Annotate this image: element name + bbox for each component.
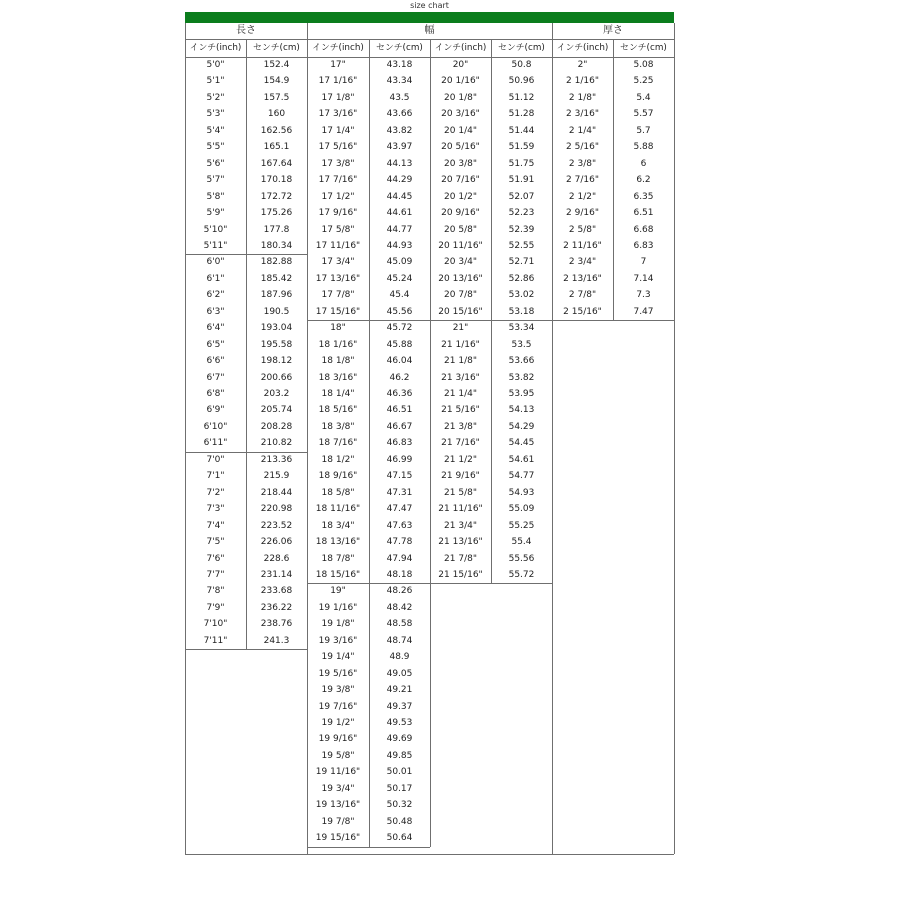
width_b-inch-cell: 20 3/16" xyxy=(441,109,480,120)
thickness-cm-cell: 7 xyxy=(640,257,647,268)
width_b-inch-cell: 20 15/16" xyxy=(438,306,483,317)
width_b-inch-cell: 21 1/4" xyxy=(444,389,477,399)
width_b-inch-cell: 21 3/4" xyxy=(444,520,477,531)
width_a-inch-cell: 17 1/2" xyxy=(321,191,355,202)
width_a-inch-cell: 18 3/8" xyxy=(321,421,355,432)
thickness-cm-cell: 5.57 xyxy=(633,109,654,120)
width_a-inch-cell: 18 15/16" xyxy=(315,569,361,580)
length-inch-cell: 5'0" xyxy=(206,60,225,70)
thickness-cm-cell: 5.7 xyxy=(636,125,651,136)
length-cm-cell: 175.26 xyxy=(260,208,293,219)
length-cm-cell: 160 xyxy=(267,109,286,120)
length-inch-cell: 5'8" xyxy=(206,191,225,202)
thickness-inch-cell: 2 3/4" xyxy=(568,257,597,268)
width_a-inch-cell: 19 1/16" xyxy=(318,602,358,613)
width_b-cm-cell: 53.18 xyxy=(508,306,535,317)
width_a-cm-cell: 43.34 xyxy=(386,76,413,87)
width_a-cm-cell: 50.48 xyxy=(386,816,413,827)
header-bar xyxy=(185,12,674,23)
length-cm-cell: 220.98 xyxy=(260,504,293,515)
width_a-inch-cell: 19 1/8" xyxy=(321,619,355,630)
thickness-inch-cell: 2 7/16" xyxy=(566,175,599,186)
width_b-cm-cell: 53.02 xyxy=(508,290,535,301)
width_a-cm-cell: 45.09 xyxy=(386,257,413,268)
width_a-cm-cell: 45.88 xyxy=(386,339,413,350)
thickness-inch-cell: 2 1/16" xyxy=(566,76,599,87)
width_b-cm-cell: 55.4 xyxy=(511,537,532,548)
width_b-cm-cell: 53.66 xyxy=(508,356,535,367)
width_b-cm-cell: 54.77 xyxy=(508,471,535,482)
grid-line xyxy=(491,39,492,583)
length-cm-cell: 167.64 xyxy=(260,158,293,169)
width_a-cm-cell: 43.18 xyxy=(386,60,413,70)
width_b-inch-cell: 20 5/16" xyxy=(441,142,480,153)
grid-line xyxy=(246,39,247,649)
width_a-cm-cell: 46.04 xyxy=(386,356,413,367)
length-cm-cell: 177.8 xyxy=(263,224,290,235)
width_b-inch-cell: 20 1/8" xyxy=(444,92,477,103)
width_b-cm-cell: 52.23 xyxy=(508,208,535,219)
length-cm-cell: 213.36 xyxy=(260,454,293,465)
length-cm-cell: 241.3 xyxy=(263,635,290,646)
subheader-inch: インチ(inch) xyxy=(312,43,364,53)
length-inch-cell: 7'11" xyxy=(203,635,228,646)
width_a-cm-cell: 44.77 xyxy=(386,224,413,235)
length-inch-cell: 7'5" xyxy=(206,537,225,548)
width_a-cm-cell: 50.17 xyxy=(386,783,413,794)
length-cm-cell: 185.42 xyxy=(260,273,293,284)
length-cm-cell: 182.88 xyxy=(260,257,293,268)
length-inch-cell: 5'7" xyxy=(206,175,225,186)
grid-line xyxy=(369,39,370,847)
grid-line xyxy=(613,39,614,320)
width_a-cm-cell: 45.56 xyxy=(386,306,413,317)
width_a-cm-cell: 50.01 xyxy=(386,767,413,778)
width_b-cm-cell: 54.13 xyxy=(508,405,535,416)
header-width: 幅 xyxy=(424,25,435,36)
length-inch-cell: 6'5" xyxy=(206,339,225,350)
width_a-cm-cell: 47.15 xyxy=(386,471,413,482)
width_a-inch-cell: 18 5/8" xyxy=(321,487,355,498)
width_b-inch-cell: 21 9/16" xyxy=(441,471,480,482)
width_a-cm-cell: 47.78 xyxy=(386,537,413,548)
width_a-inch-cell: 19 7/16" xyxy=(318,701,358,712)
width_b-inch-cell: 21" xyxy=(452,323,469,334)
subheader-cm: センチ(cm) xyxy=(376,43,423,53)
thickness-inch-cell: 2 5/16" xyxy=(566,142,599,153)
width_a-cm-cell: 46.83 xyxy=(386,438,413,449)
thickness-inch-cell: 2 1/4" xyxy=(568,125,597,136)
width_a-cm-cell: 46.99 xyxy=(386,454,413,465)
width_a-inch-cell: 17 7/16" xyxy=(318,175,358,186)
width_b-inch-cell: 21 1/16" xyxy=(441,339,480,350)
width_a-cm-cell: 48.18 xyxy=(386,569,413,580)
subheader-inch: インチ(inch) xyxy=(189,43,242,53)
width_a-inch-cell: 18 1/16" xyxy=(318,339,358,350)
length-cm-cell: 218.44 xyxy=(260,487,293,498)
width_a-cm-cell: 50.32 xyxy=(386,800,413,811)
width_b-cm-cell: 52.39 xyxy=(508,224,535,235)
width_b-cm-cell: 52.86 xyxy=(508,273,535,284)
length-cm-cell: 233.68 xyxy=(260,586,293,597)
width_b-cm-cell: 53.82 xyxy=(508,372,535,383)
length-inch-cell: 6'1" xyxy=(206,273,225,284)
length-cm-cell: 208.28 xyxy=(260,421,293,432)
width_a-cm-cell: 49.69 xyxy=(386,734,413,745)
width_b-inch-cell: 21 1/2" xyxy=(444,454,477,465)
length-inch-cell: 6'0" xyxy=(206,257,225,268)
width_b-cm-cell: 51.28 xyxy=(508,109,535,120)
width_b-inch-cell: 21 13/16" xyxy=(438,537,483,548)
width_b-inch-cell: 21 11/16" xyxy=(438,504,483,515)
length-inch-cell: 5'2" xyxy=(206,92,225,103)
length-inch-cell: 7'0" xyxy=(206,454,225,465)
width_b-inch-cell: 21 15/16" xyxy=(438,569,483,580)
grid-line xyxy=(674,23,675,854)
length-inch-cell: 7'7" xyxy=(206,569,225,580)
width_b-inch-cell: 20 1/4" xyxy=(444,125,477,136)
thickness-inch-cell: 2 11/16" xyxy=(563,240,602,251)
thickness-inch-cell: 2" xyxy=(577,60,588,70)
header-thickness: 厚さ xyxy=(603,25,623,36)
width_a-cm-cell: 48.26 xyxy=(386,586,413,597)
length-cm-cell: 200.66 xyxy=(260,372,293,383)
subheader-inch: インチ(inch) xyxy=(556,43,609,53)
width_a-inch-cell: 17 5/16" xyxy=(318,142,358,153)
thickness-cm-cell: 6.83 xyxy=(633,240,654,251)
width_a-inch-cell: 18 11/16" xyxy=(315,504,361,515)
length-cm-cell: 180.34 xyxy=(260,240,293,251)
length-inch-cell: 6'2" xyxy=(206,290,225,301)
subheader-cm: センチ(cm) xyxy=(253,43,300,53)
length-cm-cell: 157.5 xyxy=(263,92,290,103)
width_a-cm-cell: 49.37 xyxy=(386,701,413,712)
width_a-inch-cell: 18 3/16" xyxy=(318,372,358,383)
length-inch-cell: 7'1" xyxy=(206,471,225,482)
width_a-inch-cell: 19 9/16" xyxy=(318,734,358,745)
width_b-inch-cell: 21 7/16" xyxy=(441,438,480,449)
width_a-inch-cell: 19 1/2" xyxy=(321,718,355,728)
width_a-cm-cell: 43.97 xyxy=(386,142,413,153)
width_a-inch-cell: 17 5/8" xyxy=(321,224,355,235)
width_a-inch-cell: 17 11/16" xyxy=(315,240,361,251)
length-inch-cell: 6'6" xyxy=(206,356,225,367)
width_a-cm-cell: 46.36 xyxy=(386,389,413,399)
width_b-cm-cell: 51.75 xyxy=(508,158,535,169)
length-inch-cell: 6'3" xyxy=(206,306,225,317)
width_a-cm-cell: 49.05 xyxy=(386,668,413,679)
thickness-cm-cell: 7.14 xyxy=(633,273,654,284)
length-inch-cell: 5'11" xyxy=(203,240,228,251)
width_b-cm-cell: 53.34 xyxy=(508,323,535,334)
length-inch-cell: 7'6" xyxy=(206,553,225,564)
thickness-inch-cell: 2 15/16" xyxy=(563,306,602,317)
thickness-cm-cell: 7.47 xyxy=(633,306,654,317)
width_a-cm-cell: 44.29 xyxy=(386,175,413,186)
width_b-cm-cell: 51.91 xyxy=(508,175,535,186)
width_a-cm-cell: 48.42 xyxy=(386,602,413,613)
thickness-cm-cell: 5.88 xyxy=(633,142,654,153)
grid-line xyxy=(185,854,674,855)
width_b-inch-cell: 21 5/16" xyxy=(441,405,480,416)
width_a-cm-cell: 49.85 xyxy=(386,750,413,761)
width_a-cm-cell: 48.9 xyxy=(389,652,410,663)
width_a-cm-cell: 44.93 xyxy=(386,240,413,251)
width_a-inch-cell: 18 9/16" xyxy=(318,471,358,482)
width_b-cm-cell: 52.07 xyxy=(508,191,535,202)
width_b-cm-cell: 53.95 xyxy=(508,389,535,399)
width_b-inch-cell: 20 3/4" xyxy=(444,257,477,268)
width_b-inch-cell: 20" xyxy=(452,60,469,70)
width_b-cm-cell: 51.44 xyxy=(508,125,535,136)
width_a-inch-cell: 19 3/16" xyxy=(318,635,358,646)
length-inch-cell: 5'4" xyxy=(206,125,225,136)
width_a-inch-cell: 17 3/16" xyxy=(318,109,358,120)
width_a-inch-cell: 18 1/2" xyxy=(321,454,355,465)
width_a-cm-cell: 46.51 xyxy=(386,405,413,416)
length-inch-cell: 6'11" xyxy=(203,438,228,449)
thickness-inch-cell: 2 3/16" xyxy=(566,109,599,120)
width_b-cm-cell: 50.96 xyxy=(508,76,535,87)
width_a-cm-cell: 43.66 xyxy=(386,109,413,120)
width_b-cm-cell: 55.09 xyxy=(508,504,535,515)
width_a-cm-cell: 44.45 xyxy=(386,191,413,202)
width_a-cm-cell: 44.13 xyxy=(386,158,413,169)
length-cm-cell: 170.18 xyxy=(260,175,293,186)
width_a-cm-cell: 47.94 xyxy=(386,553,413,564)
width_a-cm-cell: 49.21 xyxy=(386,685,413,696)
width_a-inch-cell: 17 1/4" xyxy=(321,125,355,136)
length-cm-cell: 193.04 xyxy=(260,323,293,334)
width_a-cm-cell: 47.47 xyxy=(386,504,413,515)
width_a-inch-cell: 17 9/16" xyxy=(318,208,358,219)
width_b-cm-cell: 54.61 xyxy=(508,454,535,465)
length-inch-cell: 6'10" xyxy=(203,421,228,432)
width_b-inch-cell: 20 5/8" xyxy=(444,224,477,235)
thickness-cm-cell: 7.3 xyxy=(636,290,651,301)
thickness-cm-cell: 6 xyxy=(640,158,647,169)
thickness-inch-cell: 2 9/16" xyxy=(566,208,599,219)
thickness-cm-cell: 5.25 xyxy=(633,76,654,87)
width_a-cm-cell: 45.24 xyxy=(386,273,413,284)
length-cm-cell: 226.06 xyxy=(260,537,293,548)
width_a-inch-cell: 18 7/8" xyxy=(321,553,355,564)
width_a-cm-cell: 50.64 xyxy=(386,833,413,844)
grid-line xyxy=(430,583,552,584)
length-cm-cell: 154.9 xyxy=(263,76,290,87)
width_a-inch-cell: 18 3/4" xyxy=(321,520,355,531)
width_a-inch-cell: 17 3/4" xyxy=(321,257,355,268)
thickness-inch-cell: 2 5/8" xyxy=(568,224,597,235)
width_a-inch-cell: 18 5/16" xyxy=(318,405,358,416)
width_b-cm-cell: 54.93 xyxy=(508,487,535,498)
grid-line xyxy=(185,649,307,650)
width_a-cm-cell: 43.82 xyxy=(386,125,413,136)
width_a-inch-cell: 17 13/16" xyxy=(315,273,361,284)
width_a-cm-cell: 46.2 xyxy=(389,372,410,383)
width_a-inch-cell: 17 1/8" xyxy=(321,92,355,103)
length-cm-cell: 198.12 xyxy=(260,356,293,367)
width_a-inch-cell: 19 11/16" xyxy=(315,767,361,778)
thickness-inch-cell: 2 13/16" xyxy=(563,273,602,284)
width_b-cm-cell: 51.12 xyxy=(508,92,535,103)
width_a-cm-cell: 44.61 xyxy=(386,208,413,219)
grid-line xyxy=(307,23,308,854)
thickness-inch-cell: 2 1/8" xyxy=(568,92,597,103)
length-inch-cell: 5'3" xyxy=(206,109,225,120)
width_b-inch-cell: 20 7/16" xyxy=(441,175,480,186)
width_a-inch-cell: 19" xyxy=(330,586,346,597)
width_b-cm-cell: 54.29 xyxy=(508,421,535,432)
width_b-inch-cell: 21 5/8" xyxy=(444,487,477,498)
length-cm-cell: 152.4 xyxy=(263,60,290,70)
length-inch-cell: 7'10" xyxy=(203,619,228,630)
width_b-cm-cell: 52.55 xyxy=(508,240,535,251)
width_a-inch-cell: 17 3/8" xyxy=(321,158,355,169)
width_a-inch-cell: 19 13/16" xyxy=(315,800,361,811)
width_a-inch-cell: 19 15/16" xyxy=(315,833,361,844)
length-inch-cell: 6'9" xyxy=(206,405,225,416)
width_a-cm-cell: 48.74 xyxy=(386,635,413,646)
width_b-cm-cell: 55.25 xyxy=(508,520,535,531)
width_b-cm-cell: 50.8 xyxy=(511,60,532,70)
width_a-inch-cell: 17 15/16" xyxy=(315,306,361,317)
width_b-inch-cell: 21 1/8" xyxy=(444,356,477,367)
length-cm-cell: 205.74 xyxy=(260,405,293,416)
length-inch-cell: 7'4" xyxy=(206,520,225,531)
length-inch-cell: 6'7" xyxy=(206,372,225,383)
thickness-inch-cell: 2 3/8" xyxy=(568,158,597,169)
thickness-cm-cell: 6.68 xyxy=(633,224,654,235)
length-cm-cell: 172.72 xyxy=(260,191,293,202)
width_b-inch-cell: 20 3/8" xyxy=(444,158,477,169)
width_a-cm-cell: 48.58 xyxy=(386,619,413,630)
width_b-inch-cell: 21 3/16" xyxy=(441,372,480,383)
width_b-inch-cell: 20 11/16" xyxy=(438,240,483,251)
length-cm-cell: 162.56 xyxy=(260,125,293,136)
width_b-inch-cell: 20 1/2" xyxy=(444,191,477,202)
width_a-cm-cell: 49.53 xyxy=(386,718,413,728)
width_a-inch-cell: 18 13/16" xyxy=(315,537,361,548)
grid-line xyxy=(430,39,431,847)
length-inch-cell: 6'4" xyxy=(206,323,225,334)
width_b-cm-cell: 55.56 xyxy=(508,553,535,564)
width_a-cm-cell: 47.63 xyxy=(386,520,413,531)
length-inch-cell: 5'10" xyxy=(203,224,228,235)
length-cm-cell: 203.2 xyxy=(263,389,290,399)
thickness-inch-cell: 2 1/2" xyxy=(568,191,597,202)
width_a-inch-cell: 18 1/4" xyxy=(321,389,355,399)
length-cm-cell: 187.96 xyxy=(260,290,293,301)
width_b-inch-cell: 20 9/16" xyxy=(441,208,480,219)
width_a-inch-cell: 18 1/8" xyxy=(321,356,355,367)
length-cm-cell: 238.76 xyxy=(260,619,293,630)
width_b-inch-cell: 20 1/16" xyxy=(441,76,480,87)
width_b-cm-cell: 51.59 xyxy=(508,142,535,153)
length-cm-cell: 231.14 xyxy=(260,569,293,580)
header-length: 長さ xyxy=(236,25,256,36)
width_a-cm-cell: 43.5 xyxy=(389,92,410,103)
grid-line xyxy=(307,847,430,848)
width_b-cm-cell: 52.71 xyxy=(508,257,535,268)
length-inch-cell: 5'6" xyxy=(206,158,225,169)
length-cm-cell: 210.82 xyxy=(260,438,293,449)
width_a-inch-cell: 17 1/16" xyxy=(318,76,358,87)
grid-line xyxy=(552,320,674,321)
width_a-inch-cell: 17 7/8" xyxy=(321,290,355,301)
thickness-cm-cell: 6.51 xyxy=(633,208,654,219)
width_b-cm-cell: 55.72 xyxy=(508,569,535,580)
length-inch-cell: 5'9" xyxy=(206,208,225,219)
length-inch-cell: 5'1" xyxy=(206,76,225,87)
width_b-inch-cell: 21 3/8" xyxy=(444,421,477,432)
length-inch-cell: 6'8" xyxy=(206,389,225,399)
length-inch-cell: 5'5" xyxy=(206,142,225,153)
width_a-inch-cell: 19 5/16" xyxy=(318,668,358,679)
width_a-inch-cell: 18" xyxy=(330,323,346,334)
grid-line xyxy=(552,23,553,854)
length-cm-cell: 165.1 xyxy=(263,142,290,153)
length-cm-cell: 215.9 xyxy=(263,471,290,482)
length-cm-cell: 228.6 xyxy=(263,553,290,564)
width_a-inch-cell: 18 7/16" xyxy=(318,438,358,449)
width_b-inch-cell: 20 7/8" xyxy=(444,290,477,301)
width_b-inch-cell: 20 13/16" xyxy=(438,273,483,284)
thickness-inch-cell: 2 7/8" xyxy=(568,290,597,301)
subheader-inch: インチ(inch) xyxy=(434,43,487,53)
width_a-inch-cell: 17" xyxy=(330,60,346,70)
thickness-cm-cell: 5.4 xyxy=(636,92,651,103)
length-inch-cell: 7'9" xyxy=(206,602,225,613)
width_a-cm-cell: 47.31 xyxy=(386,487,413,498)
width_a-cm-cell: 46.67 xyxy=(386,421,413,432)
length-inch-cell: 7'3" xyxy=(206,504,225,515)
length-inch-cell: 7'2" xyxy=(206,487,225,498)
subheader-cm: センチ(cm) xyxy=(620,43,667,53)
thickness-cm-cell: 6.2 xyxy=(636,175,651,186)
width_a-cm-cell: 45.4 xyxy=(389,290,410,301)
length-cm-cell: 236.22 xyxy=(260,602,293,613)
width_a-cm-cell: 45.72 xyxy=(386,323,413,334)
length-inch-cell: 7'8" xyxy=(206,586,225,597)
width_a-inch-cell: 19 3/4" xyxy=(321,783,355,794)
length-cm-cell: 190.5 xyxy=(263,306,290,317)
length-cm-cell: 223.52 xyxy=(260,520,293,531)
length-cm-cell: 195.58 xyxy=(260,339,293,350)
width_b-cm-cell: 54.45 xyxy=(508,438,535,449)
width_a-inch-cell: 19 1/4" xyxy=(321,652,355,663)
width_b-cm-cell: 53.5 xyxy=(511,339,532,350)
width_a-inch-cell: 19 3/8" xyxy=(321,685,355,696)
width_a-inch-cell: 19 5/8" xyxy=(321,750,355,761)
width_b-inch-cell: 21 7/8" xyxy=(444,553,477,564)
grid-line xyxy=(185,23,186,854)
width_a-inch-cell: 19 7/8" xyxy=(321,816,355,827)
thickness-cm-cell: 5.08 xyxy=(633,60,654,70)
thickness-cm-cell: 6.35 xyxy=(633,191,654,202)
chart-caption: size chart xyxy=(410,1,449,10)
subheader-cm: センチ(cm) xyxy=(498,43,545,53)
size-chart xyxy=(185,0,674,854)
